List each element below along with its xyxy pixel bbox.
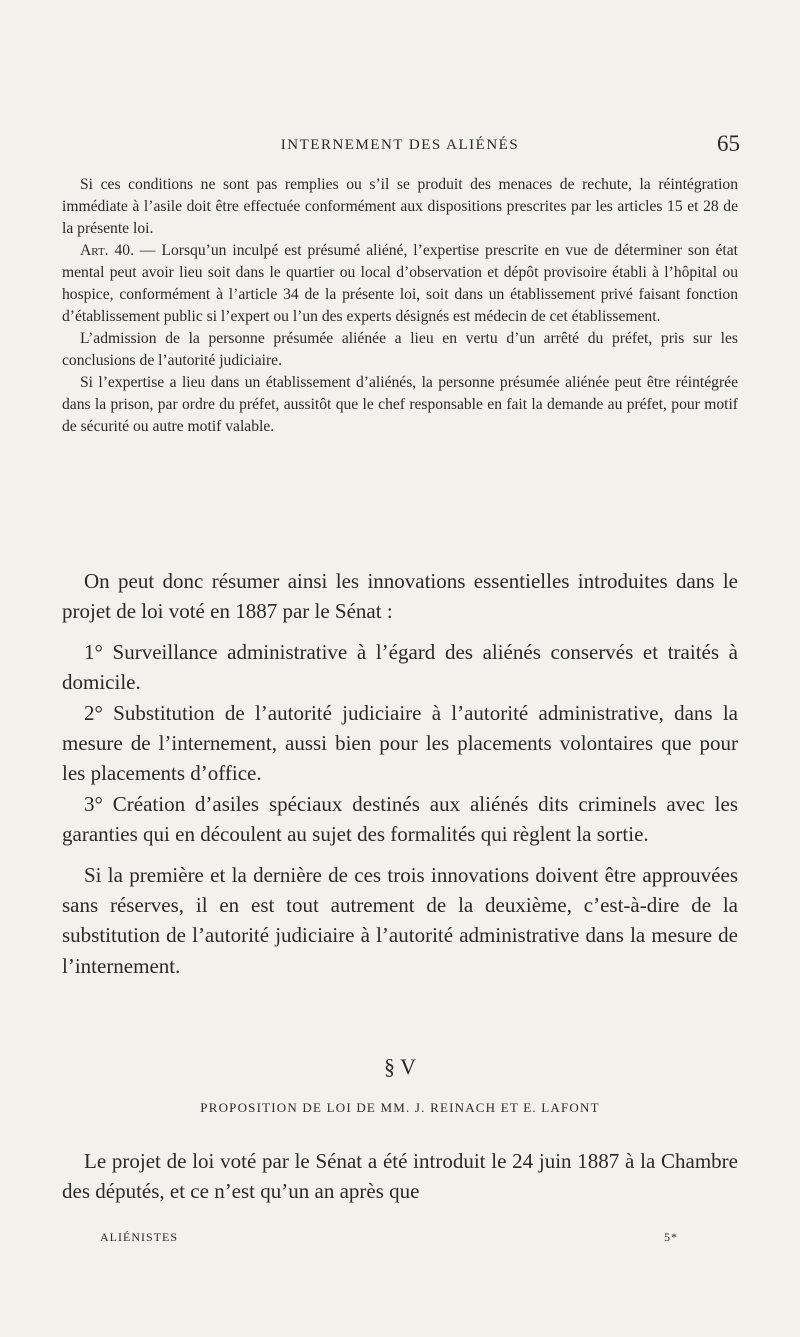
paragraph-conclusion: Si la première et la dernière de ces trois innovations doivent être approuvées sans réserves, il en est tout autrement de la deuxième, c’est-à-dire de la substitution de l’autorité judiciaire à l’autorité administrative dans la mesure de l’internement. xyxy=(62,862,738,978)
section-mark: § V xyxy=(384,1054,416,1079)
paragraph-project: Le projet de loi voté par le Sénat a été introduit le 24 juin 1887 à la Chambre des députés, et ce n’est qu’un an après que xyxy=(62,1149,738,1204)
final-text-block xyxy=(62,1146,738,1207)
law-text-block xyxy=(62,174,738,438)
paragraph-admission: L’admission de la personne présumée aliénée a lieu en vertu d’un arrêté du préfet, pris sur les conclusions de l’autorité judiciaire. xyxy=(62,330,738,369)
paragraph-conditions: Si ces conditions ne sont pas remplies ou s’il se produit des menaces de rechute, la réintégration immédiate à l’asile doit être effectuée conformément aux dispositions prescrites par les articles 15 et 28 de la présente loi. xyxy=(62,176,738,237)
paragraph-expertise: Si l’expertise a lieu dans un établissement d’aliénés, la personne présumée aliénée peut être réintégrée dans la prison, par ordre du préfet, aussitôt que le chef responsable en fait la demande au préfet, pour motif de sécurité ou autre motif valable. xyxy=(62,374,738,435)
list-item-1: 1° Surveillance administrative à l’égard des aliénés conservés et traités à domicile. xyxy=(62,639,738,695)
signature-number: 5* xyxy=(664,1230,678,1244)
page-number: 65 xyxy=(717,131,740,156)
section-title: PROPOSITION DE LOI DE MM. J. REINACH ET E. LAFONT xyxy=(200,1100,600,1115)
running-title: INTERNEMENT DES ALIÉNÉS xyxy=(280,137,520,153)
commentary-block xyxy=(62,566,738,981)
page-header xyxy=(60,131,740,163)
list-item-3: 3° Création d’asiles spéciaux destinés aux aliénés dits criminels avec les garanties qui en découlent au sujet des formalités qui règlent la sortie. xyxy=(62,791,738,847)
paragraph-summary: On peut donc résumer ainsi les innovations essentielles introduites dans le projet de loi voté en 1887 par le Sénat : xyxy=(62,569,738,624)
signature-mark: ALIÉNISTES xyxy=(100,1230,178,1244)
list-item-2: 2° Substitution de l’autorité judiciaire à l’autorité administrative, dans la mesure de l’internement, aussi bien pour les placements volontaires que pour les placements d’office. xyxy=(62,700,738,786)
paragraph-article-40 xyxy=(62,240,738,328)
article-label: Art. 40. xyxy=(80,242,134,259)
article-text: — Lorsqu’un inculpé est présumé aliéné, l’expertise prescrite en vue de déterminer son état mental peut avoir lieu soit dans le quartier ou local d’observation et dépôt provisoire établi à l’hôpital ou hospice, conformément à l’article 34 de la présente loi, soit dans un établissement privé faisant fonction d’établissement public si l’expert ou l’un des experts désignés est médecin de cet établissement. xyxy=(62,242,738,325)
